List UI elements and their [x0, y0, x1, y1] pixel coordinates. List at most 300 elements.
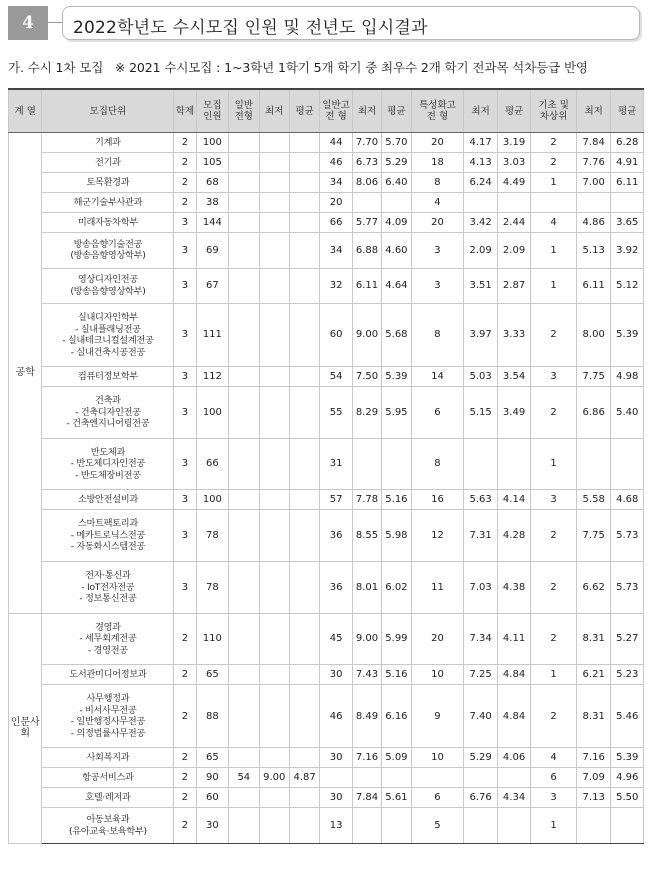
value-cell [611, 438, 644, 490]
value-cell [611, 808, 644, 844]
unit-line: - 일반행정사무전공 [70, 716, 146, 728]
value-cell: 2 [531, 562, 577, 614]
unit-line: - IoT전자전공 [81, 581, 135, 593]
value-cell [497, 768, 530, 788]
value-cell: 3 [174, 268, 196, 304]
value-cell: 6.11 [352, 268, 381, 304]
value-cell: 54 [320, 367, 352, 387]
value-cell: 3.49 [497, 387, 530, 439]
unit-cell [42, 133, 174, 153]
value-cell [259, 788, 289, 808]
value-cell: 5.61 [382, 788, 411, 808]
value-cell [464, 438, 497, 490]
value-cell: 3 [174, 213, 196, 233]
value-cell: 7.16 [576, 748, 610, 768]
value-cell: 5.77 [352, 213, 381, 233]
value-cell: 4.09 [382, 213, 411, 233]
admission-table [8, 88, 644, 844]
unit-line: 전자·통신과 [85, 570, 131, 582]
category-cell: 인문사회 [9, 613, 42, 843]
value-cell [229, 233, 259, 269]
value-cell: 14 [411, 367, 464, 387]
value-cell: 3.54 [497, 367, 530, 387]
value-cell: 3 [174, 510, 196, 562]
unit-line: 스마트팩토리과 [77, 518, 138, 530]
value-cell: 2 [531, 510, 577, 562]
unit-cell [42, 510, 174, 562]
value-cell: 5.23 [611, 665, 644, 685]
value-cell: 6.11 [611, 173, 644, 193]
value-cell: 65 [196, 748, 228, 768]
unit-line: (유아교육·보육학부) [69, 825, 147, 837]
value-cell: 4.91 [611, 153, 644, 173]
value-cell [411, 768, 464, 788]
value-cell: 20 [320, 193, 352, 213]
value-cell: 5.39 [611, 748, 644, 768]
value-cell: 6 [411, 387, 464, 439]
value-cell: 7.84 [352, 788, 381, 808]
unit-cell [42, 304, 174, 367]
value-cell: 2 [174, 788, 196, 808]
table-row [9, 510, 644, 562]
unit-line: - 실내플래닝전공 [75, 323, 141, 335]
value-cell: 4.64 [382, 268, 411, 304]
value-cell: 4.60 [382, 233, 411, 269]
value-cell: 3 [174, 233, 196, 269]
value-cell: 144 [196, 213, 228, 233]
value-cell: 6.88 [352, 233, 381, 269]
table-row [9, 173, 644, 193]
value-cell: 4.34 [497, 788, 530, 808]
value-cell [229, 213, 259, 233]
header-gen-hs-min: 최저 [352, 89, 381, 133]
header-general-avg: 평균 [289, 89, 319, 133]
value-cell [352, 438, 381, 490]
value-cell: 8 [411, 173, 464, 193]
unit-cell [42, 748, 174, 768]
header-basic-avg: 평균 [611, 89, 644, 133]
value-cell: 2.44 [497, 213, 530, 233]
value-cell: 66 [196, 438, 228, 490]
value-cell: 88 [196, 685, 228, 748]
header-gen-hs-avg: 평균 [382, 89, 411, 133]
value-cell: 7.03 [464, 562, 497, 614]
value-cell: 100 [196, 387, 228, 439]
value-cell: 6.28 [611, 133, 644, 153]
value-cell [289, 173, 319, 193]
header-gen-hs: 일반고 전 형 [320, 89, 352, 133]
value-cell: 5.98 [382, 510, 411, 562]
value-cell [382, 808, 411, 844]
unit-line: 기계과 [95, 136, 121, 148]
value-cell: 5.40 [611, 387, 644, 439]
value-cell: 34 [320, 173, 352, 193]
value-cell: 4.98 [611, 367, 644, 387]
value-cell: 6 [531, 768, 577, 788]
value-cell: 6.24 [464, 173, 497, 193]
value-cell [259, 490, 289, 510]
table-row [9, 387, 644, 439]
value-cell: 4.06 [497, 748, 530, 768]
unit-line: - 반도체장비전공 [75, 469, 141, 481]
value-cell: 3 [174, 562, 196, 614]
value-cell [289, 304, 319, 367]
value-cell: 3 [531, 490, 577, 510]
value-cell: 90 [196, 768, 228, 788]
value-cell: 9.00 [259, 768, 289, 788]
unit-line: - 건축디자인전공 [75, 406, 141, 418]
unit-line: 도서관미디어정보과 [69, 669, 147, 681]
table-row [9, 213, 644, 233]
value-cell: 7.78 [352, 490, 381, 510]
value-cell [576, 193, 610, 213]
value-cell: 65 [196, 665, 228, 685]
header-unit: 모집단위 [42, 89, 174, 133]
value-cell: 3 [531, 367, 577, 387]
value-cell: 3.19 [497, 133, 530, 153]
value-cell: 2 [531, 304, 577, 367]
value-cell: 60 [320, 304, 352, 367]
table-row [9, 304, 644, 367]
header-quota: 모집 인원 [196, 89, 228, 133]
value-cell [229, 562, 259, 614]
unit-line: - 정보통신전공 [79, 593, 137, 605]
table-row [9, 490, 644, 510]
value-cell: 2 [174, 665, 196, 685]
unit-line: - 반도체디자인전공 [70, 458, 146, 470]
value-cell: 7.50 [352, 367, 381, 387]
value-cell: 5.03 [464, 367, 497, 387]
table-row [9, 665, 644, 685]
unit-line: (방송음향영상학부) [70, 285, 146, 297]
table-row [9, 562, 644, 614]
value-cell: 8.00 [576, 304, 610, 367]
value-cell [229, 268, 259, 304]
value-cell: 5.50 [611, 788, 644, 808]
value-cell [289, 685, 319, 748]
unit-line: 호텔·레저과 [85, 792, 131, 804]
value-cell: 55 [320, 387, 352, 439]
value-cell: 6 [411, 788, 464, 808]
value-cell: 5.29 [382, 153, 411, 173]
value-cell [229, 613, 259, 665]
value-cell: 3.65 [611, 213, 644, 233]
value-cell [289, 193, 319, 213]
unit-cell [42, 562, 174, 614]
value-cell: 54 [229, 768, 259, 788]
value-cell: 5.15 [464, 387, 497, 439]
value-cell: 78 [196, 510, 228, 562]
value-cell [229, 153, 259, 173]
value-cell: 6.16 [382, 685, 411, 748]
value-cell: 6.62 [576, 562, 610, 614]
header-connector-line [48, 22, 62, 23]
value-cell: 20 [411, 213, 464, 233]
value-cell: 32 [320, 268, 352, 304]
section-number: 4 [8, 6, 48, 40]
value-cell: 2 [174, 153, 196, 173]
value-cell: 7.00 [576, 173, 610, 193]
value-cell: 3.42 [464, 213, 497, 233]
value-cell [259, 233, 289, 269]
table-row [9, 685, 644, 748]
value-cell [259, 685, 289, 748]
table-row [9, 133, 644, 153]
value-cell: 4.28 [497, 510, 530, 562]
unit-line: - 자동화시스템전공 [70, 541, 146, 553]
header-special-min: 최저 [464, 89, 497, 133]
value-cell: 2 [174, 193, 196, 213]
unit-cell [42, 490, 174, 510]
value-cell: 3 [174, 490, 196, 510]
value-cell: 68 [196, 173, 228, 193]
value-cell [229, 438, 259, 490]
value-cell: 8.29 [352, 387, 381, 439]
unit-cell [42, 768, 174, 788]
value-cell: 6.76 [464, 788, 497, 808]
value-cell: 7.70 [352, 133, 381, 153]
value-cell: 5.12 [611, 268, 644, 304]
value-cell: 6.11 [576, 268, 610, 304]
value-cell: 5.63 [464, 490, 497, 510]
value-cell [259, 510, 289, 562]
value-cell [229, 510, 259, 562]
section-title: 2022학년도 수시모집 인원 및 전년도 입시결과 [73, 18, 428, 38]
unit-line: 아동보육과 [86, 814, 130, 826]
value-cell: 4.17 [464, 133, 497, 153]
value-cell: 5.95 [382, 387, 411, 439]
unit-cell [42, 665, 174, 685]
value-cell: 4.14 [497, 490, 530, 510]
table-body [9, 133, 644, 844]
value-cell: 45 [320, 613, 352, 665]
unit-cell [42, 268, 174, 304]
value-cell [352, 808, 381, 844]
header-general-min: 최저 [259, 89, 289, 133]
value-cell [259, 268, 289, 304]
value-cell [259, 213, 289, 233]
value-cell: 4.84 [497, 685, 530, 748]
value-cell: 2 [174, 748, 196, 768]
table-row [9, 233, 644, 269]
value-cell: 38 [196, 193, 228, 213]
value-cell: 60 [196, 788, 228, 808]
value-cell: 5.27 [611, 613, 644, 665]
header-years: 학제 [174, 89, 196, 133]
unit-cell [42, 387, 174, 439]
value-cell: 3 [174, 367, 196, 387]
unit-cell [42, 613, 174, 665]
value-cell [229, 193, 259, 213]
value-cell: 112 [196, 367, 228, 387]
value-cell: 4.86 [576, 213, 610, 233]
value-cell [464, 768, 497, 788]
value-cell: 2 [531, 133, 577, 153]
value-cell [289, 665, 319, 685]
value-cell: 13 [320, 808, 352, 844]
unit-cell [42, 193, 174, 213]
value-cell: 2 [531, 613, 577, 665]
value-cell [259, 367, 289, 387]
table-row [9, 788, 644, 808]
table-row [9, 153, 644, 173]
value-cell: 4.11 [497, 613, 530, 665]
value-cell: 7.13 [576, 788, 610, 808]
value-cell: 16 [411, 490, 464, 510]
unit-line: 경영과 [95, 621, 121, 633]
value-cell: 4.49 [497, 173, 530, 193]
value-cell: 100 [196, 490, 228, 510]
value-cell: 3.51 [464, 268, 497, 304]
value-cell [289, 808, 319, 844]
value-cell: 7.43 [352, 665, 381, 685]
table-row [9, 268, 644, 304]
value-cell: 18 [411, 153, 464, 173]
unit-cell [42, 808, 174, 844]
value-cell: 10 [411, 665, 464, 685]
value-cell [382, 768, 411, 788]
value-cell: 4 [531, 748, 577, 768]
value-cell: 5.39 [382, 367, 411, 387]
unit-cell [42, 153, 174, 173]
unit-line: 방송음향기술전공 [73, 238, 143, 250]
value-cell: 6.86 [576, 387, 610, 439]
header-series: 계 열 [9, 89, 42, 133]
value-cell: 8.49 [352, 685, 381, 748]
value-cell [259, 133, 289, 153]
value-cell: 3 [411, 233, 464, 269]
table-row [9, 193, 644, 213]
unit-line: 사회복지과 [86, 752, 130, 764]
value-cell [229, 665, 259, 685]
table-row [9, 748, 644, 768]
value-cell: 8 [411, 438, 464, 490]
value-cell: 9 [411, 685, 464, 748]
unit-line: 소방안전설비과 [77, 494, 138, 506]
value-cell: 1 [531, 173, 577, 193]
value-cell: 3.33 [497, 304, 530, 367]
value-cell: 2 [531, 387, 577, 439]
value-cell [289, 133, 319, 153]
unit-cell [42, 367, 174, 387]
value-cell [576, 808, 610, 844]
value-cell: 5.09 [382, 748, 411, 768]
value-cell [259, 304, 289, 367]
value-cell: 8 [411, 304, 464, 367]
value-cell: 7.75 [576, 367, 610, 387]
value-cell [229, 685, 259, 748]
value-cell: 7.75 [576, 510, 610, 562]
value-cell [320, 768, 352, 788]
value-cell: 11 [411, 562, 464, 614]
unit-cell [42, 788, 174, 808]
unit-line: (방송음향영상학부) [70, 250, 146, 262]
value-cell: 5 [411, 808, 464, 844]
value-cell: 3 [174, 304, 196, 367]
header-special-avg: 평균 [497, 89, 530, 133]
value-cell [259, 613, 289, 665]
unit-cell [42, 438, 174, 490]
value-cell: 8.01 [352, 562, 381, 614]
unit-line: - 실내테크니컬설계전공 [62, 335, 154, 346]
value-cell: 36 [320, 562, 352, 614]
value-cell: 7.84 [576, 133, 610, 153]
value-cell [352, 193, 381, 213]
value-cell: 6.02 [382, 562, 411, 614]
value-cell [289, 490, 319, 510]
value-cell: 1 [531, 233, 577, 269]
value-cell [611, 193, 644, 213]
value-cell [289, 233, 319, 269]
value-cell [289, 510, 319, 562]
value-cell [382, 193, 411, 213]
value-cell: 8.06 [352, 173, 381, 193]
value-cell [464, 193, 497, 213]
value-cell: 9.00 [352, 304, 381, 367]
value-cell: 69 [196, 233, 228, 269]
value-cell [289, 562, 319, 614]
value-cell: 2.87 [497, 268, 530, 304]
value-cell: 8.31 [576, 685, 610, 748]
value-cell: 30 [320, 788, 352, 808]
value-cell: 3 [531, 788, 577, 808]
header-general: 일반 전형 [229, 89, 259, 133]
unit-line: - 실내건축시공전공 [70, 346, 146, 358]
value-cell: 105 [196, 153, 228, 173]
value-cell [229, 748, 259, 768]
value-cell: 111 [196, 304, 228, 367]
value-cell: 2 [174, 133, 196, 153]
value-cell: 4.87 [289, 768, 319, 788]
value-cell: 78 [196, 562, 228, 614]
value-cell [229, 387, 259, 439]
value-cell: 5.73 [611, 562, 644, 614]
value-cell [229, 304, 259, 367]
value-cell: 7.16 [352, 748, 381, 768]
section-header [8, 6, 648, 40]
value-cell: 1 [531, 665, 577, 685]
value-cell: 6.40 [382, 173, 411, 193]
value-cell: 5.58 [576, 490, 610, 510]
value-cell [259, 748, 289, 768]
value-cell [289, 748, 319, 768]
value-cell [259, 808, 289, 844]
value-cell: 20 [411, 613, 464, 665]
unit-line: - 세무회계전공 [79, 633, 137, 645]
unit-line: 토목환경과 [86, 176, 130, 188]
unit-line: - 비서사무전공 [79, 704, 137, 716]
value-cell: 3.97 [464, 304, 497, 367]
value-cell: 10 [411, 748, 464, 768]
header-special: 특성화고 전 형 [411, 89, 464, 133]
value-cell: 5.16 [382, 665, 411, 685]
unit-line: 영상디자인전공 [77, 274, 138, 286]
unit-cell [42, 173, 174, 193]
value-cell [497, 193, 530, 213]
value-cell: 2 [174, 613, 196, 665]
value-cell: 30 [320, 665, 352, 685]
value-cell: 7.76 [576, 153, 610, 173]
unit-line: 반도체과 [90, 446, 126, 458]
value-cell [229, 133, 259, 153]
unit-line: - 건축엔지니어링전공 [66, 418, 150, 430]
value-cell [259, 665, 289, 685]
unit-cell [42, 685, 174, 748]
value-cell: 2 [174, 768, 196, 788]
value-cell [576, 438, 610, 490]
value-cell [259, 562, 289, 614]
value-cell [229, 367, 259, 387]
